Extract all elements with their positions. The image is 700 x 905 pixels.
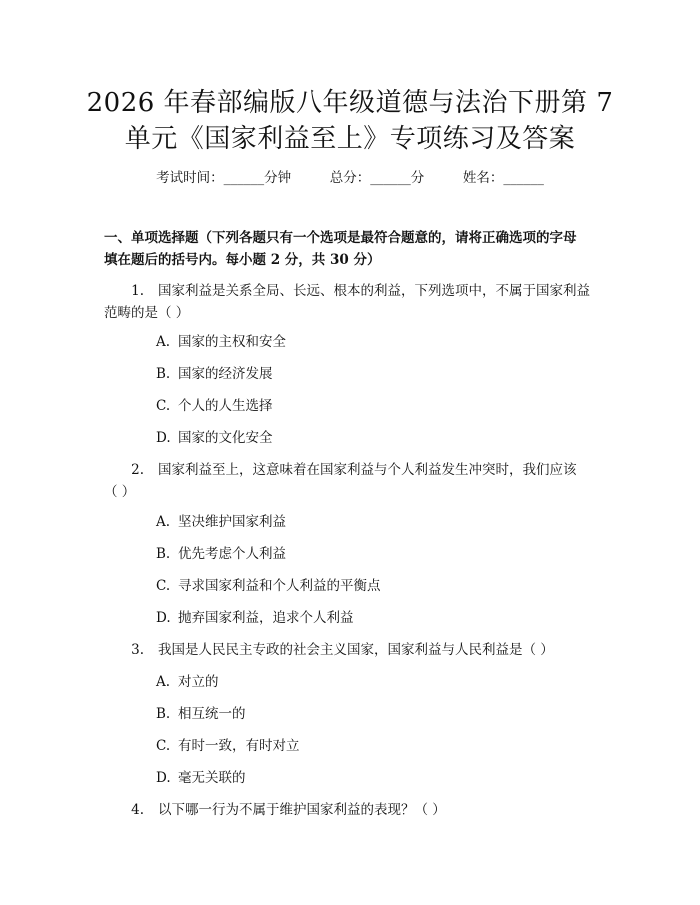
section-heading-line2: 填在题后的括号内。每小题 2 分，共 30 分） bbox=[104, 252, 381, 268]
option-text: 寻求国家利益和个人利益的平衡点 bbox=[178, 578, 381, 594]
option-letter: B. bbox=[156, 366, 171, 382]
option-2a bbox=[156, 512, 286, 532]
option-letter: A. bbox=[156, 674, 171, 690]
option-letter: C. bbox=[156, 578, 171, 594]
time-unit: 分钟 bbox=[264, 170, 292, 186]
score-unit: 分 bbox=[410, 170, 425, 186]
section-heading-line1: 一、单项选择题（下列各题只有一个选项是最符合题意的，请将正确选项的字母 bbox=[104, 230, 577, 246]
question-3 bbox=[104, 640, 554, 660]
question-1-continuation: 范畴的是（ ） bbox=[104, 305, 190, 321]
option-text: 国家的经济发展 bbox=[178, 366, 273, 382]
option-text: 抛弃国家利益，追求个人利益 bbox=[178, 610, 354, 626]
option-text: 相互统一的 bbox=[178, 706, 246, 722]
option-2b bbox=[156, 544, 286, 564]
question-2 bbox=[104, 460, 577, 480]
option-1c bbox=[156, 396, 273, 416]
option-text: 毫无关联的 bbox=[178, 770, 246, 786]
question-number: 3. bbox=[131, 642, 144, 658]
option-1d bbox=[156, 428, 273, 448]
question-text: 以下哪一行为不属于维护国家利益的表现？（ ） bbox=[158, 802, 446, 818]
option-letter: A. bbox=[156, 334, 171, 350]
question-1 bbox=[104, 281, 590, 301]
option-letter: D. bbox=[156, 430, 171, 446]
option-text: 国家的文化安全 bbox=[178, 430, 273, 446]
document-title-line2: 单元《国家利益至上》专项练习及答案 bbox=[124, 124, 576, 154]
option-letter: D. bbox=[156, 610, 171, 626]
option-letter: D. bbox=[156, 770, 171, 786]
option-2c bbox=[156, 576, 381, 596]
option-3c bbox=[156, 736, 300, 756]
option-letter: B. bbox=[156, 706, 171, 722]
option-letter: C. bbox=[156, 738, 171, 754]
question-text: 我国是人民民主专政的社会主义国家，国家利益与人民利益是（ ） bbox=[158, 642, 554, 658]
score-label: 总分： bbox=[329, 170, 371, 186]
option-text: 优先考虑个人利益 bbox=[178, 546, 286, 562]
option-text: 坚决维护国家利益 bbox=[178, 514, 286, 530]
option-letter: C. bbox=[156, 398, 171, 414]
option-1a bbox=[156, 332, 286, 352]
option-letter: B. bbox=[156, 546, 171, 562]
option-3a bbox=[156, 672, 219, 692]
option-3d bbox=[156, 768, 246, 788]
score-blank: ______ bbox=[370, 170, 411, 186]
question-2-continuation: （ ） bbox=[104, 484, 136, 500]
option-text: 个人的人生选择 bbox=[178, 398, 273, 414]
exam-meta-row bbox=[0, 168, 700, 188]
option-text: 国家的主权和安全 bbox=[178, 334, 286, 350]
document-title-line1: 2026 年春部编版八年级道德与法治下册第 7 bbox=[86, 88, 614, 118]
question-text: 国家利益是关系全局、长远、根本的利益，下列选项中，不属于国家利益 bbox=[158, 283, 590, 299]
question-number: 1. bbox=[131, 283, 144, 299]
option-text: 对立的 bbox=[178, 674, 219, 690]
name-blank: ______ bbox=[503, 170, 544, 186]
question-number: 4. bbox=[131, 802, 144, 818]
time-blank: ______ bbox=[223, 170, 265, 186]
name-label: 姓名： bbox=[462, 170, 504, 186]
option-3b bbox=[156, 704, 246, 724]
time-label: 考试时间： bbox=[156, 170, 224, 186]
option-letter: A. bbox=[156, 514, 171, 530]
option-1b bbox=[156, 364, 273, 384]
option-text: 有时一致，有时对立 bbox=[178, 738, 300, 754]
question-text: 国家利益至上，这意味着在国家利益与个人利益发生冲突时，我们应该 bbox=[158, 462, 577, 478]
question-number: 2. bbox=[131, 462, 144, 478]
option-2d bbox=[156, 608, 354, 628]
question-4 bbox=[104, 800, 446, 820]
